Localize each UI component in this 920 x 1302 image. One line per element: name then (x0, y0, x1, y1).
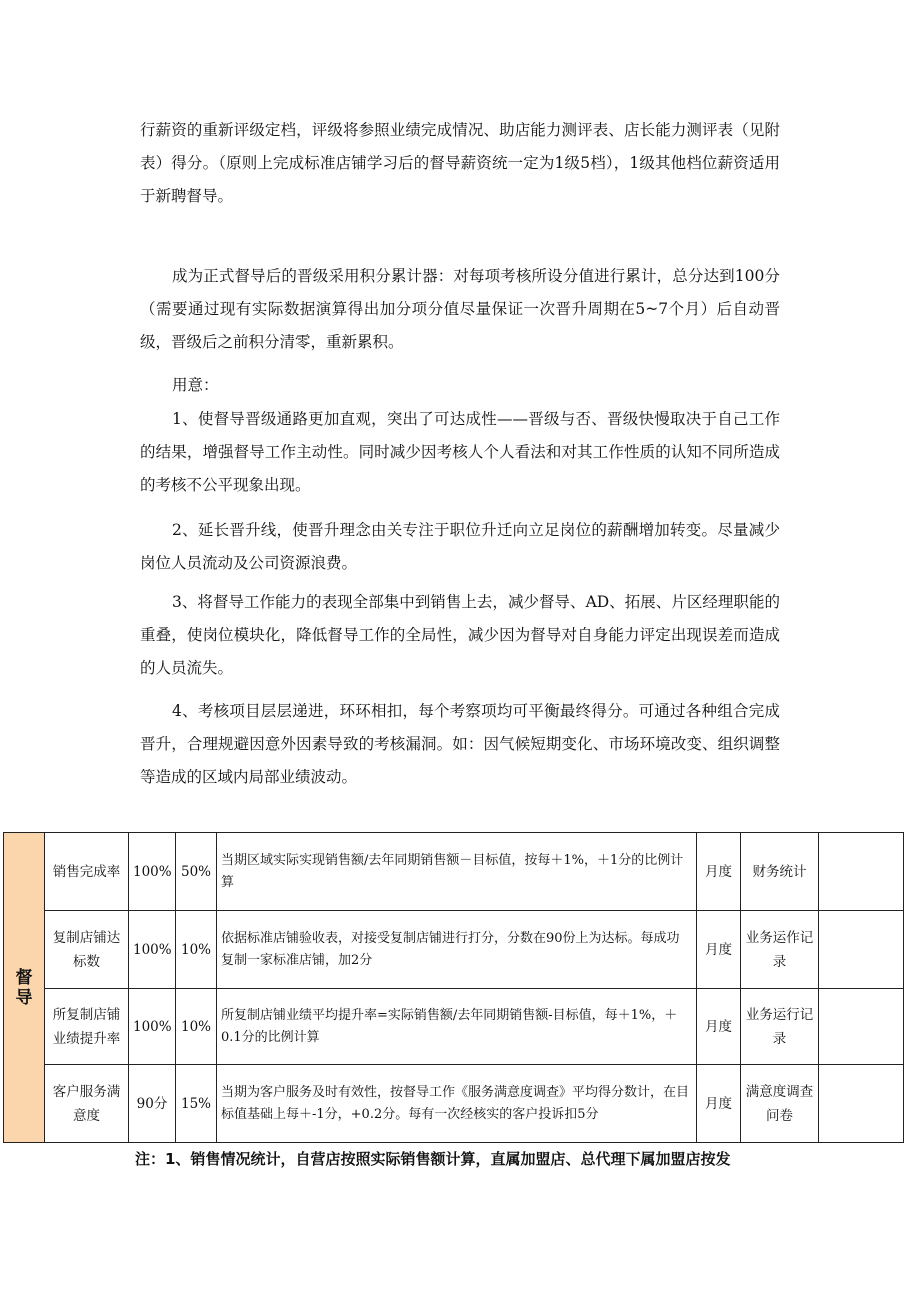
cycle-cell: 月度 (697, 989, 741, 1065)
weight-cell: 50% (176, 833, 217, 911)
target-cell: 100% (129, 911, 176, 989)
table-row (4, 989, 904, 1065)
paragraph-promotion-points: 成为正式督导后的晋级采用积分累计器：对每项考核所设分值进行累计，总分达到100分（需要通过现有实际数据演算得出加分项分值尽量保证一次晋升周期在5~7个月）后自动晋级，晋级后之前积分清零，重新累积。 (140, 267, 780, 351)
cycle-cell: 月度 (697, 833, 741, 911)
target-cell: 90分 (129, 1065, 176, 1143)
method-cell: 当期区域实际实现销售额/去年同期销售额－目标值，按每＋1%，＋1分的比例计算 (217, 833, 697, 911)
paragraph-purpose-label: 用意： (172, 376, 219, 394)
category-label: 督导 (15, 967, 33, 1008)
extra-cell (819, 989, 904, 1065)
item-cell: 客户服务满意度 (45, 1065, 129, 1143)
extra-cell (819, 833, 904, 911)
paragraph-purpose-4: 4、考核项目层层递进，环环相扣，每个考察项均可平衡最终得分。可通过各种组合完成晋升，合理规避因意外因素导致的考核漏洞。如：因气候短期变化、市场环境改变、组织调整等造成的区域内局部业绩波动。 (140, 702, 780, 786)
paragraph-purpose-2: 2、延长晋升线，使晋升理念由关专注于职位升迁向立足岗位的薪酬增加转变。尽量减少岗位人员流动及公司资源浪费。 (140, 521, 780, 572)
source-cell: 业务运行记录 (741, 989, 819, 1065)
item-cell: 复制店铺达标数 (45, 911, 129, 989)
item-cell: 销售完成率 (45, 833, 129, 911)
weight-cell: 10% (176, 989, 217, 1065)
paragraph-purpose-1: 1、使督导晋级通路更加直观，突出了可达成性——晋级与否、晋级快慢取决于自己工作的结果，增强督导工作主动性。同时减少因考核人个人看法和对其工作性质的认知不同所造成的考核不公平现象出现。 (140, 410, 780, 494)
paragraph-purpose-3: 3、将督导工作能力的表现全部集中到销售上去，减少督导、AD、拓展、片区经理职能的重叠，使岗位模块化，降低督导工作的全局性，减少因为督导对自身能力评定出现误差而造成的人员流失。 (140, 593, 780, 677)
target-cell: 100% (129, 833, 176, 911)
table-row (4, 911, 904, 989)
target-cell: 100% (129, 989, 176, 1065)
paragraph-salary-rating: 行薪资的重新评级定档，评级将参照业绩完成情况、助店能力测评表、店长能力测评表（见附表）得分。（原则上完成标准店铺学习后的督导薪资统一定为1级5档），1级其他档位薪资适用于新聘督导。 (140, 121, 780, 205)
extra-cell (819, 1065, 904, 1143)
item-cell: 所复制店铺业绩提升率 (45, 989, 129, 1065)
extra-cell (819, 911, 904, 989)
table-note: 注：1、销售情况统计，自营店按照实际销售额计算，直属加盟店、总代理下属加盟店按发 (135, 1150, 731, 1168)
method-cell: 依据标准店铺验收表，对接受复制店铺进行打分，分数在90份上为达标。每成功复制一家标准店铺，加2分 (217, 911, 697, 989)
table-row (4, 833, 904, 911)
method-cell: 所复制店铺业绩平均提升率=实际销售额/去年同期销售额-目标值，每＋1%，＋0.1分的比例计算 (217, 989, 697, 1065)
weight-cell: 10% (176, 911, 217, 989)
category-cell (4, 833, 45, 1143)
source-cell: 满意度调查问卷 (741, 1065, 819, 1143)
source-cell: 财务统计 (741, 833, 819, 911)
cycle-cell: 月度 (697, 911, 741, 989)
table-row (4, 1065, 904, 1143)
source-cell: 业务运作记录 (741, 911, 819, 989)
weight-cell: 15% (176, 1065, 217, 1143)
cycle-cell: 月度 (697, 1065, 741, 1143)
method-cell: 当期为客户服务及时有效性，按督导工作《服务满意度调查》平均得分数计，在目标值基础上每＋-1分，+0.2分。每有一次经核实的客户投诉扣5分 (217, 1065, 697, 1143)
kpi-table (3, 832, 904, 1143)
